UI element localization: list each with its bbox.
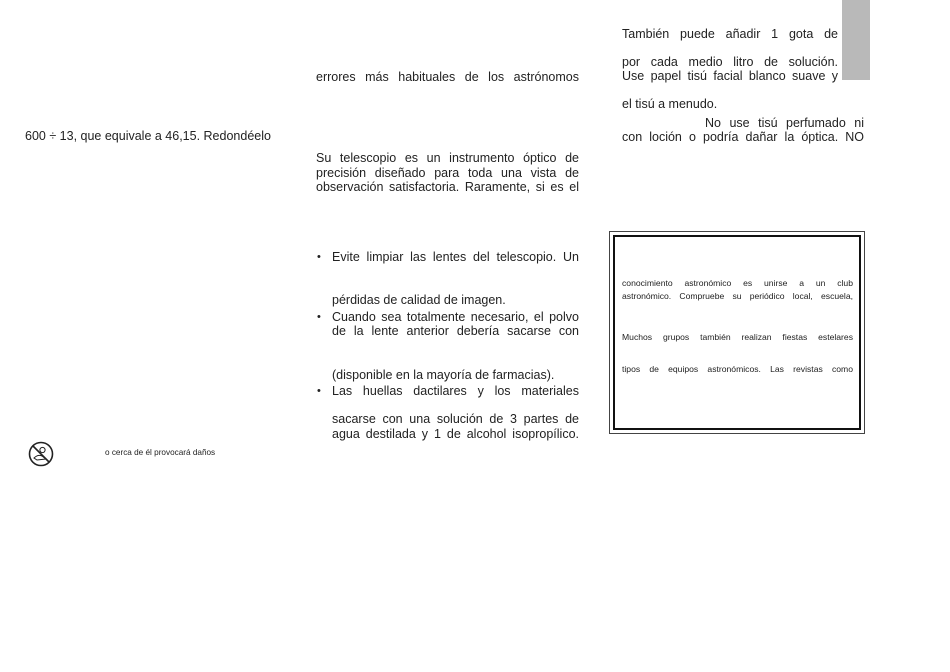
- right-text-line: con loción o podría dañar la óptica. NO: [622, 130, 864, 144]
- section-tab: [842, 0, 870, 80]
- no-looking-at-sun-icon: [28, 441, 54, 467]
- info-box-line: astronómico. Compruebe su periódico local, escuela,: [622, 291, 853, 301]
- info-box-line: tipos de equipos astronómicos. Las revistas como: [622, 364, 853, 374]
- info-box-line: conocimiento astronómico es unirse a un club: [622, 278, 853, 288]
- right-text-line: Use papel tisú facial blanco suave y: [622, 69, 838, 83]
- bullet-symbol: •: [317, 385, 321, 397]
- info-box-border: [613, 235, 861, 430]
- warning-text: o cerca de él provocará daños: [105, 448, 216, 457]
- bullet-line: sacarse con una solución de 3 partes de: [332, 412, 579, 426]
- left-text-line: 600 ÷ 13, que equivale a 46,15. Redondéelo: [25, 129, 271, 143]
- info-box: [609, 231, 865, 434]
- paragraph-line: Su telescopio es un instrumento óptico de: [316, 151, 579, 165]
- bullet-line: Las huellas dactilares y los materiales: [332, 384, 579, 398]
- bullet-line: agua destilada y 1 de alcohol isopropílico.: [332, 427, 579, 441]
- middle-text-line: errores más habituales de los astrónomos: [316, 70, 579, 84]
- bullet-line: de la lente anterior debería sacarse con: [332, 324, 579, 338]
- bullet-symbol: •: [317, 311, 321, 323]
- right-text-line: el tisú a menudo.: [622, 97, 718, 111]
- bullet-line: Cuando sea totalmente necesario, el polvo: [332, 310, 579, 324]
- right-text-line: por cada medio litro de solución.: [622, 55, 838, 69]
- info-box-line: Muchos grupos también realizan fiestas estelares: [622, 332, 853, 342]
- bullet-line: pérdidas de calidad de imagen.: [332, 293, 506, 307]
- paragraph-line: precisión diseñado para toda una vista de: [316, 166, 579, 180]
- right-text-line: También puede añadir 1 gota de: [622, 27, 838, 41]
- bullet-line: (disponible en la mayoría de farmacias).: [332, 368, 555, 382]
- bullet-line: Evite limpiar las lentes del telescopio. Un: [332, 250, 579, 264]
- paragraph-line: observación satisfactoria. Raramente, si es el: [316, 180, 579, 194]
- right-text-line: No use tisú perfumado ni: [705, 116, 864, 130]
- bullet-symbol: •: [317, 251, 321, 263]
